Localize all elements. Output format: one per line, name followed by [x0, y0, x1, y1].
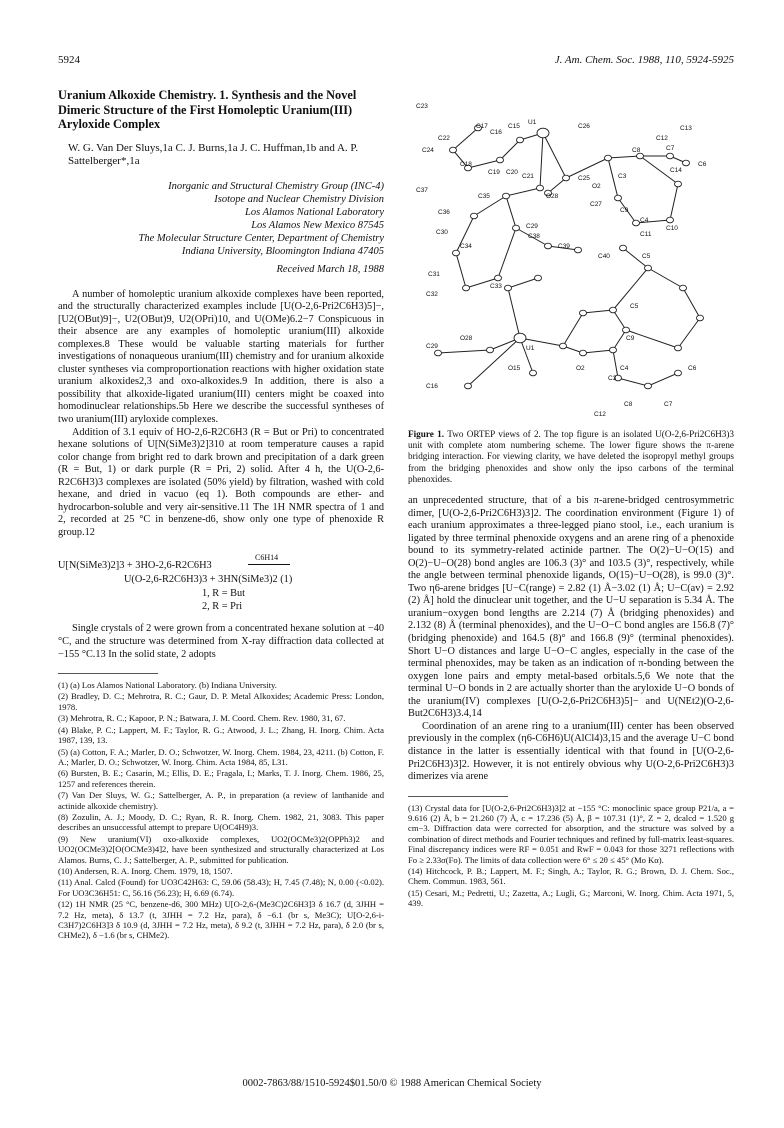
author-list: W. G. Van Der Sluys,1a C. J. Burns,1a J. C. Huffman,1b and A. P. Sattelberger*,1a — [68, 141, 359, 167]
affiliation-block — [58, 180, 384, 258]
affiliation-line: Indiana University, Bloomington Indiana 47405 — [181, 245, 384, 257]
atom-label: U1 — [526, 345, 535, 352]
footnote: (8) Zozulin, A. J.; Moody, D. C.; Ryan, R. R. Inorg. Chem. 1982, 21, 3083. This paper describes an unsuccessful attempt to prepare U(OC4H9)3. — [58, 811, 384, 833]
atom-label: U1 — [528, 119, 537, 126]
footnote: (11) Anal. Calcd (Found) for UO3C42H63: C, 59.06 (58.43); H, 7.45 (7.48); N, 0.00 (<0.02). For UO3C36H51: C, 56.16 (56.23); H, 6.69 (6.74). — [58, 877, 384, 898]
atom-ellipsoid — [530, 370, 537, 376]
atom-label: C4 — [620, 365, 629, 372]
atom-label: C4 — [640, 217, 649, 224]
atom-ellipsoid — [605, 155, 612, 161]
affiliation-line: Isotope and Nuclear Chemistry Division — [214, 193, 384, 205]
atom-label: C7 — [664, 401, 673, 408]
footnote-rule — [408, 796, 508, 797]
atom-label: C22 — [438, 135, 450, 142]
atom-label: C35 — [478, 193, 490, 200]
atom-ellipsoid — [497, 157, 504, 163]
atom-ellipsoid — [450, 147, 457, 153]
atom-ellipsoid — [563, 175, 570, 181]
atom-label: C25 — [578, 175, 590, 182]
ortep-diagram — [408, 88, 734, 418]
atom-ellipsoid — [487, 347, 494, 353]
body-paragraph: Coordination of an arene ring to a uranium(III) center has been observed previously in the complex (η6-C6H6)U(AlCl4)3,15 and the average U−C bond distance in the latter is essentially identical with that found in [U(O-2,6-Pri2C6H3)3]2. However, it is not entirely obvious why U(O-2,6-Pri2C6H3)3 dimerizes via arene — [408, 720, 734, 783]
atom-ellipsoid — [575, 247, 582, 253]
ortep-figure — [408, 88, 734, 423]
received-date: Received March 18, 1988 — [276, 263, 384, 275]
atom-ellipsoid — [610, 347, 617, 353]
atom-label: C5 — [642, 253, 651, 260]
footnote: (13) Crystal data for [U(O-2,6-Pri2C6H3)3]2 at −155 °C: monoclinic space group P21/a, a = 9.616 (2) Å, b = 21.260 (7) Å, c = 17.236 (5) Å, β = 107.31 (1)°, Z = 2, dcalcd = 1.520 g cm−3. Diffraction data were corrected for absorption, and the structure was solved by a combination of direct methods and Fourier techniques and refined by full-matrix least-squares. Final discrepancy indices were RF = 0.051 and RwF = 0.043 for those 3271 reflections with Fo ≥ 2.33σ(Fo). The limits of data collection were 6° ≤ 2θ ≤ 45° (Mo Kα). — [408, 802, 734, 865]
atom-ellipsoid — [623, 327, 630, 333]
footnote: (9) New uranium(VI) oxo-alkoxide complexes, UO2(OCMe3)2(OPPh3)2 and UO2(OCMe3)2[O(OCMe3)4]2, have been synthesized and structurally characterized at Los Alamos. Burns, C. J.; Sattelberger, A. P., submitted for publication. — [58, 833, 384, 865]
reaction-arrow — [248, 564, 290, 565]
footnote-rule — [58, 673, 158, 674]
atom-label: C36 — [438, 209, 450, 216]
atom-ellipsoid — [615, 195, 622, 201]
footnotes-right — [408, 803, 734, 909]
atom-label: C27 — [590, 201, 602, 208]
atom-label: C8 — [624, 401, 633, 408]
atom-label: C18 — [460, 161, 472, 168]
running-header — [58, 54, 734, 68]
article-title: Uranium Alkoxide Chemistry. 1. Synthesis and the Novel Dimeric Structure of the First Homoleptic Uranium(III) Aryloxide Complex — [58, 88, 357, 131]
footnote: (6) Bursten, B. E.; Casarin, M.; Ellis, D. E.; Fragala, I.; Marks, T. J. Inorg. Chem. 1986, 25, 1257 and references therein. — [58, 768, 384, 789]
figure-caption — [408, 429, 734, 485]
atom-ellipsoid — [645, 265, 652, 271]
atom-ellipsoid — [513, 225, 520, 231]
atom-label: C26 — [578, 123, 590, 130]
atom-ellipsoid — [683, 160, 690, 166]
atom-label: O28 — [546, 193, 559, 200]
atom-ellipsoid — [637, 153, 644, 159]
left-column — [58, 88, 384, 942]
atom-ellipsoid — [675, 181, 682, 187]
atom-label: O2 — [576, 365, 585, 372]
atom-ellipsoid — [667, 153, 674, 159]
atom-label: C9 — [620, 207, 629, 214]
atom-label: C12 — [656, 135, 668, 142]
atom-label: C19 — [488, 169, 500, 176]
atom-label: C34 — [460, 243, 472, 250]
atom-label: C16 — [426, 383, 438, 390]
equation-1 — [58, 547, 384, 615]
body-paragraph: Single crystals of 2 were grown from a concentrated hexane solution at −40 °C, and the structure was determined from X-ray diffraction data collected at −155 °C.13 In the solid state, 2 adopts — [58, 623, 384, 660]
equation-reactants: U[N(SiMe3)2]3 + 3HO-2,6-R2C6H3 — [58, 560, 212, 572]
atom-label: C38 — [528, 233, 540, 240]
journal-citation: J. Am. Chem. Soc. 1988, 110, 5924-5925 — [554, 54, 734, 66]
body-paragraph: an unprecedented structure, that of a bis π-arene-bridged centrosymmetric dimer, [U(O-2,6-Pri2C6H3)3]2. The coordination environment (Figure 1) of each uranium approximates a three-legged piano stool, i.e., each uranium is ligated by three terminal phenoxide oxygens and an arene ring of a phenoxide bound to its symmetry-related actinide partner. The O(2)−U−O(15) and O(2)−U−O(28) bond angles are 106.3 (3)° and 103.5 (3)°, respectively, while the angle between terminal phenoxide ligands, O(15)−U−O(28), is 99.0 (3)°. Two η6-arene bridges [U−C(range) = 2.82 (1) Å−3.02 (1) Å; U−C(av) = 2.92 (2) Å] hold the dinuclear unit together, and the U−U separation is 5.34 Å. The uranium−oxygen bond lengths are 2.214 (7) Å (bridging phenoxides) and 2.132 (8) Å (terminal phenoxides), and the U−O−C bond angles are 156.8 (7)° (bridging phenoxide) and 164.5 (8)° and 166.8 (9)° (terminal phenoxides). Short U−O distances and large U−O−C angles, especially in the case of the terminal phenoxides, may be taken as an indication of π-bonding between the oxygen lone pairs and empty metal-based orbitals.5,6 We note that the terminal U−O bonds in 2 are actually shorter than the aryloxide U−O bonds of the uranium(IV) complexes [U(O-2,6-Pri2C6H3)5]− and U(NEt2)(O-2,6-But2C6H3)3.4,14 — [408, 495, 734, 720]
atom-ellipsoid — [545, 243, 552, 249]
figure-caption-text: Two ORTEP views of 2. The top figure is an isolated U(O-2,6-Pri2C6H3)3 unit with complete atom numbering scheme. The lower figure shows the π-arene bridging interaction. For viewing clarity, we have deleted the isopropyl methyl groups from the bridging phenoxides and show only the ipso carbons of the terminal phenoxides. — [408, 429, 735, 484]
body-paragraph: Addition of 3.1 equiv of HO-2,6-R2C6H3 (R = But or Pri) to concentrated hexane solutions of U[N(SiMe3)2]310 at room temperature causes a rapid color change from bright red to dark brown and precipitation of a dark green (R = But, 1) or dark purple (R = Pri, 2) solid. After 4 h, the U(O-2,6-R2C6H3)3 complexes are isolated (50% yield) by filtration, washed with cold hexane, and dried in vacuo (eq 1). Both compounds are ether- and hydrocarbon-soluble and very air-sensitive.11 The 1H NMR spectra of 1 and 2, recorded at 25 °C in benzene-d6, show only one type of phenoxide R group.12 — [58, 426, 384, 538]
atom-label: C17 — [476, 123, 488, 130]
atom-label: C23 — [416, 103, 428, 110]
compound-1-label: 1, R = But — [202, 588, 245, 600]
right-column — [408, 88, 734, 910]
atom-ellipsoid — [471, 213, 478, 219]
atom-label: C5 — [630, 303, 639, 310]
atom-ellipsoid — [675, 345, 682, 351]
footnote: (14) Hitchcock, P. B.; Lappert, M. F.; Singh, A.; Taylor, R. G.; Brown, D. J. Chem. Soc., Chem. Commun. 1983, 561. — [408, 866, 734, 887]
atom-ellipsoid — [560, 343, 567, 349]
atom-ellipsoid — [667, 217, 674, 223]
atom-label: C29 — [526, 223, 538, 230]
atom-label: C15 — [508, 123, 520, 130]
body-paragraph: A number of homoleptic uranium alkoxide complexes have been reported, and the structurally characterized examples include [U(O-2,6-Pri2C6H3)5]−, [U2(OBut)9]−, U2(OBut)9, U2(OPri)10, and U(OMe)6.2−7 Conspicuous in their absence are any examples of homoleptic uranium(III) alkoxide complexes.8 These would be valuable starting materials for further investigations of nonaqueous uranium(III) chemistry and for uranium alkoxide cluster syntheses via comproportionation reactions with higher oxidation state uranium alkoxides2,3 and oxo-alkoxides.9 In addition, there is also a possibility that alkoxide-ligated uranium(III) centers might be coaxed into homodinuclear relationships.5b Here we describe the successful syntheses of two uranium(III) aryloxide complexes. — [58, 288, 384, 425]
atom-ellipsoid — [465, 383, 472, 389]
atom-label: C29 — [426, 343, 438, 350]
affiliation-line: The Molecular Structure Center, Department of Chemistry — [138, 232, 384, 244]
footnote: (15) Cesari, M.; Pedretti, U.; Zazetta, A.; Lugli, G.; Marconi, W. Inorg. Chim. Acta 1971, 5, 439. — [408, 887, 734, 909]
atom-ellipsoid — [580, 350, 587, 356]
affiliation-line: Los Alamos National Laboratory — [245, 206, 384, 218]
footnote: (10) Andersen, R. A. Inorg. Chem. 1979, 18, 1507. — [58, 865, 233, 876]
page-footer: 0002-7863/88/1510-5924$01.50/0 © 1988 American Chemical Society — [242, 1078, 542, 1089]
atom-label: C32 — [426, 291, 438, 298]
footnote: (5) (a) Cotton, F. A.; Marler, D. O.; Schwotzer, W. Inorg. Chem. 1984, 23, 4211. (b) Cotton, F. A.; Marler, D. O.; Schwotzer, W. Inorg. Chim. Acta 1984, 85, L31. — [58, 746, 384, 767]
atom-label: C6 — [688, 365, 697, 372]
atom-ellipsoid — [505, 285, 512, 291]
atom-ellipsoid — [453, 250, 460, 256]
atom-ellipsoid — [680, 285, 687, 291]
atom-ellipsoid — [535, 275, 542, 281]
atom-label: O28 — [460, 335, 473, 342]
atom-label: C21 — [522, 173, 534, 180]
atom-label: C7 — [666, 145, 675, 152]
atom-label: O2 — [592, 183, 601, 190]
footnote: (7) Van Der Sluys, W. G.; Sattelberger, A. P., in preparation (a review of lanthanide and actinide alkoxide chemistry). — [58, 790, 384, 811]
atom-ellipsoid — [610, 307, 617, 313]
page-number: 5924 — [58, 54, 80, 66]
atom-label: C8 — [632, 147, 641, 154]
atom-label: C12 — [594, 411, 606, 418]
atom-ellipsoid — [645, 383, 652, 389]
compound-2-label: 2, R = Pri — [202, 601, 243, 613]
footnote: (12) 1H NMR (25 °C, benzene-d6, 300 MHz) U[O-2,6-(Me3C)2C6H3]3 δ 16.7 (d, 3JHH = 7.2 Hz, meta), δ 13.7 (t, 3JHH = 7.2 Hz, para), δ −6.1 (br s, Me3C); U[O-2,6-i-C3H7)2C6H3]3 δ 10.9 (d, 3JHH = 7.2 Hz, meta), δ 9.2 (t, 3JHH = 7.2 Hz, para), δ 2.0 (br s, CHMe2), δ −1.6 (br s, CHMe2). — [58, 899, 384, 941]
equation-solvent: C6H14 — [255, 553, 279, 563]
atom-label: C16 — [490, 129, 502, 136]
atom-ellipsoid — [537, 128, 549, 138]
equation-products: U(O-2,6-R2C6H3)3 + 3HN(SiMe3)2 (1) — [124, 574, 293, 586]
atom-label: C6 — [698, 161, 707, 168]
affiliation-line: Los Alamos New Mexico 87545 — [251, 219, 384, 231]
atom-label: C11 — [640, 231, 652, 238]
atom-ellipsoid — [633, 220, 640, 226]
atom-ellipsoid — [463, 285, 470, 291]
atom-ellipsoid — [503, 193, 510, 199]
footnotes-left — [58, 680, 384, 941]
atom-label: C31 — [428, 271, 440, 278]
atom-ellipsoid — [435, 350, 442, 356]
atom-label: C3 — [608, 375, 617, 382]
affiliation-line: Inorganic and Structural Chemistry Group (INC-4) — [168, 180, 384, 192]
atom-label: C14 — [670, 167, 682, 174]
atom-ellipsoid — [675, 370, 682, 376]
atom-ellipsoid — [514, 333, 526, 343]
footnote: (4) Blake, P. C.; Lappert, M. F.; Taylor, R. G.; Atwood, J. L.; Zhang, H. Inorg. Chim. Acta 1987, 139, 13. — [58, 724, 384, 746]
atom-label: C10 — [666, 225, 678, 232]
atom-label: C9 — [626, 335, 635, 342]
atom-label: C20 — [506, 169, 518, 176]
atom-label: C3 — [618, 173, 627, 180]
figure-caption-label: Figure 1. — [408, 429, 445, 439]
atom-label: C37 — [416, 187, 428, 194]
atom-ellipsoid — [580, 310, 587, 316]
atom-label: C39 — [558, 243, 570, 250]
footnote: (1) (a) Los Alamos National Laboratory. (b) Indiana University. — [58, 680, 277, 691]
atom-ellipsoid — [620, 245, 627, 251]
atom-label: C40 — [598, 253, 610, 260]
atom-ellipsoid — [517, 137, 524, 143]
atom-label: O15 — [508, 365, 521, 372]
atom-label: C13 — [680, 125, 692, 132]
atom-label: C33 — [490, 283, 502, 290]
atom-ellipsoid — [697, 315, 704, 321]
atom-label: C24 — [422, 147, 434, 154]
atom-ellipsoid — [495, 275, 502, 281]
atom-label: C30 — [436, 229, 448, 236]
atom-ellipsoid — [537, 185, 544, 191]
footnote: (3) Mehrotra, R. C.; Kapoor, P. N.; Batwara, J. M. Coord. Chem. Rev. 1980, 31, 67. — [58, 713, 346, 724]
footnote: (2) Bradley, D. C.; Mehrotra, R. C.; Gaur, D. P. Metal Alkoxides; Academic Press: London, 1978. — [58, 691, 384, 712]
